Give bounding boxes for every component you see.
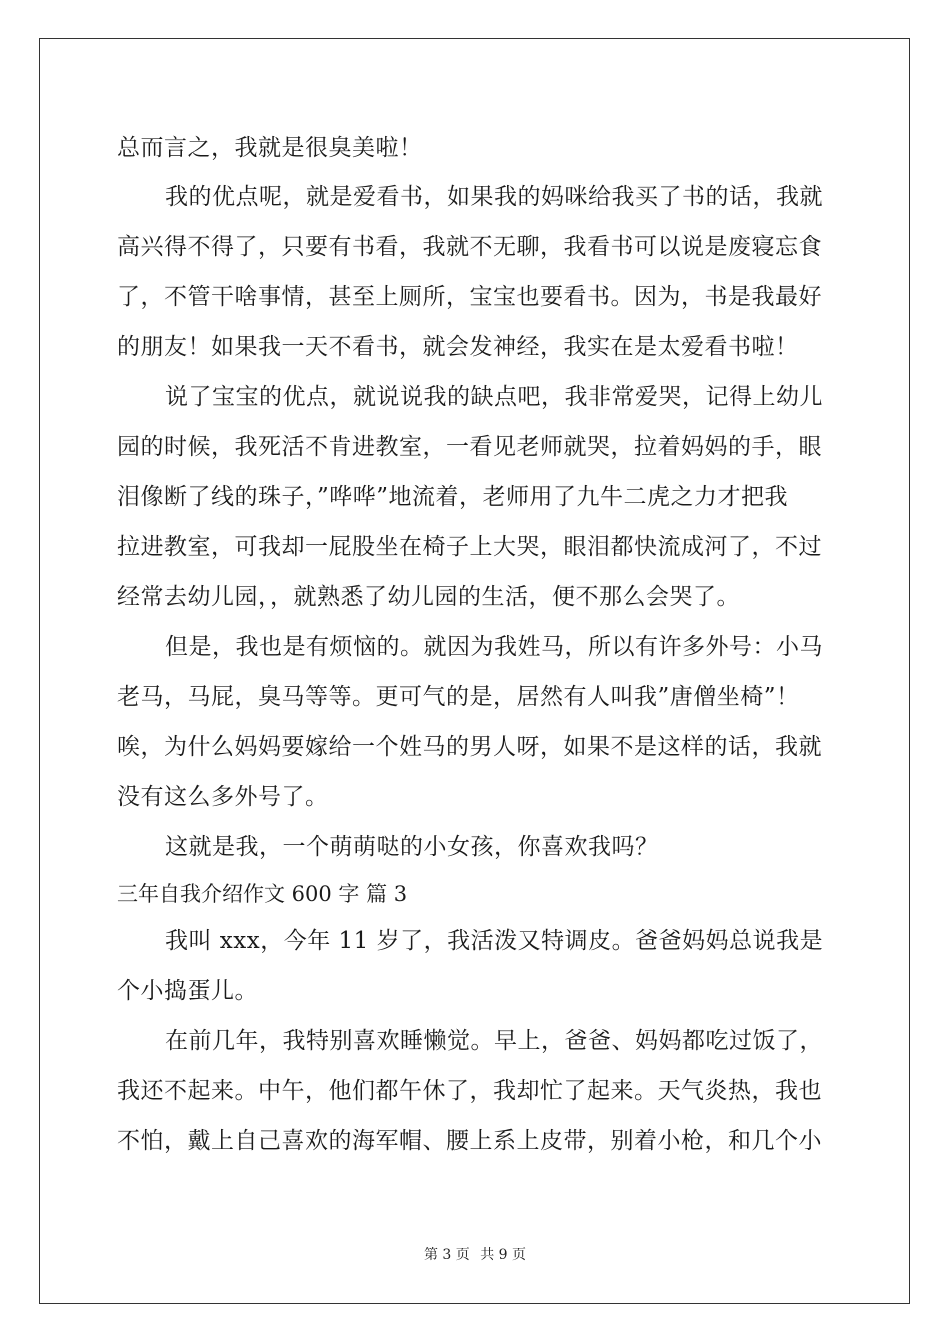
document-body: [117, 126, 835, 1166]
text-line: 老马，马屁，臭马等等。更可气的是，居然有人叫我”唐僧坐椅”！: [117, 684, 800, 710]
text-line: 不怕，戴上自己喜欢的海军帽、腰上系上皮带，别着小枪，和几个小: [117, 1128, 822, 1154]
text-line: 没有这么多外号了。: [117, 784, 329, 810]
paragraph-start: 但是，我也是有烦恼的。就因为我姓马，所以有许多外号：小马: [165, 634, 823, 660]
text-line: 高兴得不得了，只要有书看，我就不无聊，我看书可以说是废寝忘食: [117, 234, 822, 260]
text-line: 我还不起来。中午，他们都午休了，我却忙了起来。天气炎热，我也: [117, 1078, 822, 1104]
paragraph-start: 在前几年，我特别喜欢睡懒觉。早上，爸爸、妈妈都吃过饭了，: [165, 1028, 823, 1054]
text-line: 的朋友！如果我一天不看书，就会发神经，我实在是太爱看书啦！: [117, 334, 799, 360]
page-number: 第 3 页: [423, 1247, 470, 1263]
text-line: 拉进教室，可我却一屁股坐在椅子上大哭，眼泪都快流成河了，不过: [117, 534, 822, 560]
page-total: 共 9 页: [480, 1247, 527, 1263]
paragraph-start: 说了宝宝的优点，就说说我的缺点吧，我非常爱哭，记得上幼儿: [165, 384, 823, 410]
section-heading: 三年自我介绍作文 600 字 篇 3: [117, 882, 408, 906]
page-footer: [0, 1244, 950, 1264]
text-line: 总而言之，我就是很臭美啦！: [117, 135, 423, 161]
text-line: 经常去幼儿园，，就熟悉了幼儿园的生活，便不那么会哭了。: [117, 584, 740, 610]
paragraph-start: 我的优点呢，就是爱看书，如果我的妈咪给我买了书的话，我就: [165, 184, 823, 210]
text-line: 个小捣蛋儿。: [117, 978, 258, 1004]
paragraph-start: 这就是我，一个萌萌哒的小女孩，你喜欢我吗？: [165, 834, 659, 860]
text-line: 泪像断了线的珠子，”哗哗”地流着，老师用了九牛二虎之力才把我: [117, 484, 789, 510]
text-line: 了，不管干啥事情，甚至上厕所，宝宝也要看书。因为，书是我最好: [117, 284, 822, 310]
text-line: 唉，为什么妈妈要嫁给一个姓马的男人呀，如果不是这样的话，我就: [117, 734, 822, 760]
paragraph-start: 我叫 xxx，今年 11 岁了，我活泼又特调皮。爸爸妈妈总说我是: [165, 928, 824, 954]
text-line: 园的时候，我死活不肯进教室，一看见老师就哭，拉着妈妈的手，眼: [117, 434, 822, 460]
